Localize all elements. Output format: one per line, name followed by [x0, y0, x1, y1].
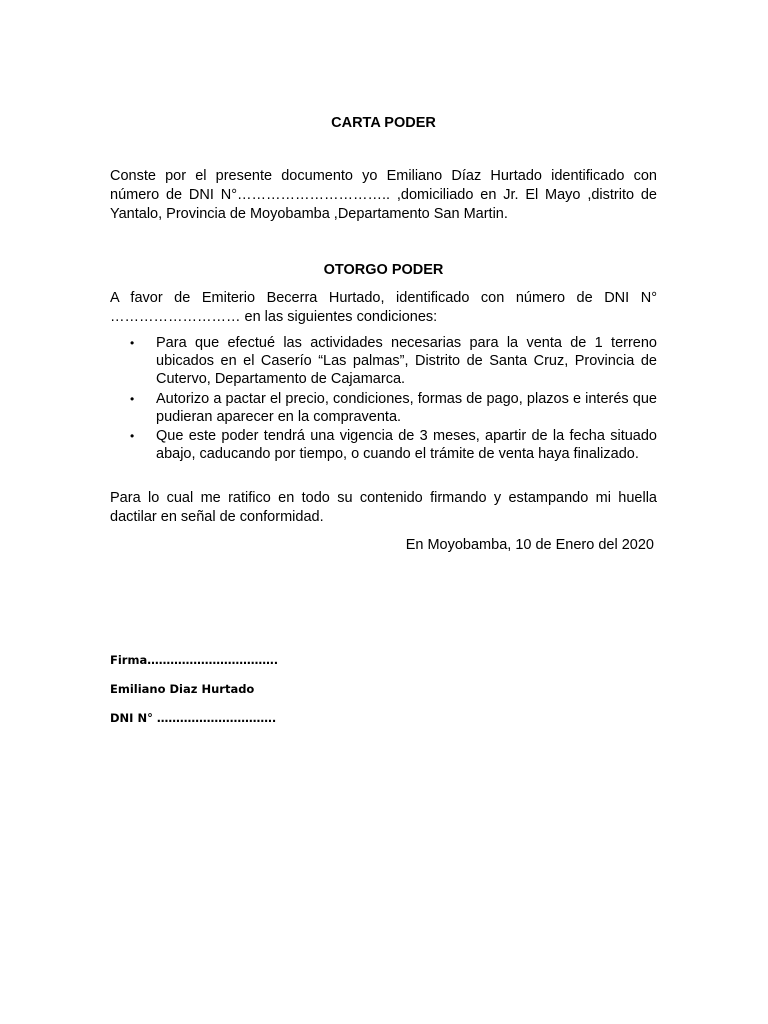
- bullet-icon: •: [130, 391, 135, 406]
- bullet-icon: •: [130, 336, 135, 350]
- grantee-paragraph: A favor de Emiterio Becerra Hurtado, identificado con número de DNI N° ……………………… en las siguientes condiciones:: [110, 290, 657, 325]
- signer-dni-line: DNI N° ………………………….: [110, 711, 277, 725]
- condition-item-validity: [110, 427, 657, 463]
- document-title: CARTA PODER: [331, 115, 436, 131]
- conditions-list: [110, 334, 657, 464]
- condition-text: Autorizo a pactar el precio, condiciones, formas de pago, plazos e interés que pudieran aparecer en la compraventa.: [156, 390, 657, 425]
- place-date-line: En Moyobamba, 10 de Enero del 2020: [405, 537, 654, 553]
- signer-name: Emiliano Diaz Hurtado: [110, 682, 255, 696]
- condition-text: Para que efectué las actividades necesarias para la venta de 1 terreno ubicados en el Caserío “Las palmas”, Distrito de Santa Cruz, Provincia de Cutervo, Departamento de Cajamarca.: [156, 335, 657, 388]
- signature-line: Firma…………………………….: [110, 653, 279, 667]
- condition-item-price: [110, 390, 657, 426]
- condition-item-sale: [110, 334, 657, 389]
- bullet-icon: •: [130, 429, 135, 444]
- intro-paragraph: Conste por el presente documento yo Emiliano Díaz Hurtado identificado con número de DNI N°………………………….. ,domiciliado en Jr. El Mayo ,distrito de Yantalo, Provincia de Moyobamba ,Departamento San Martin.: [110, 168, 657, 222]
- condition-text: Que este poder tendrá una vigencia de 3 meses, apartir de la fecha situado abajo, caducando por tiempo, o cuando el trámite de venta haya finalizado.: [156, 428, 657, 463]
- closing-paragraph: Para lo cual me ratifico en todo su contenido firmando y estampando mi huella dactilar en señal de conformidad.: [110, 490, 657, 525]
- section-heading: OTORGO PODER: [323, 262, 444, 278]
